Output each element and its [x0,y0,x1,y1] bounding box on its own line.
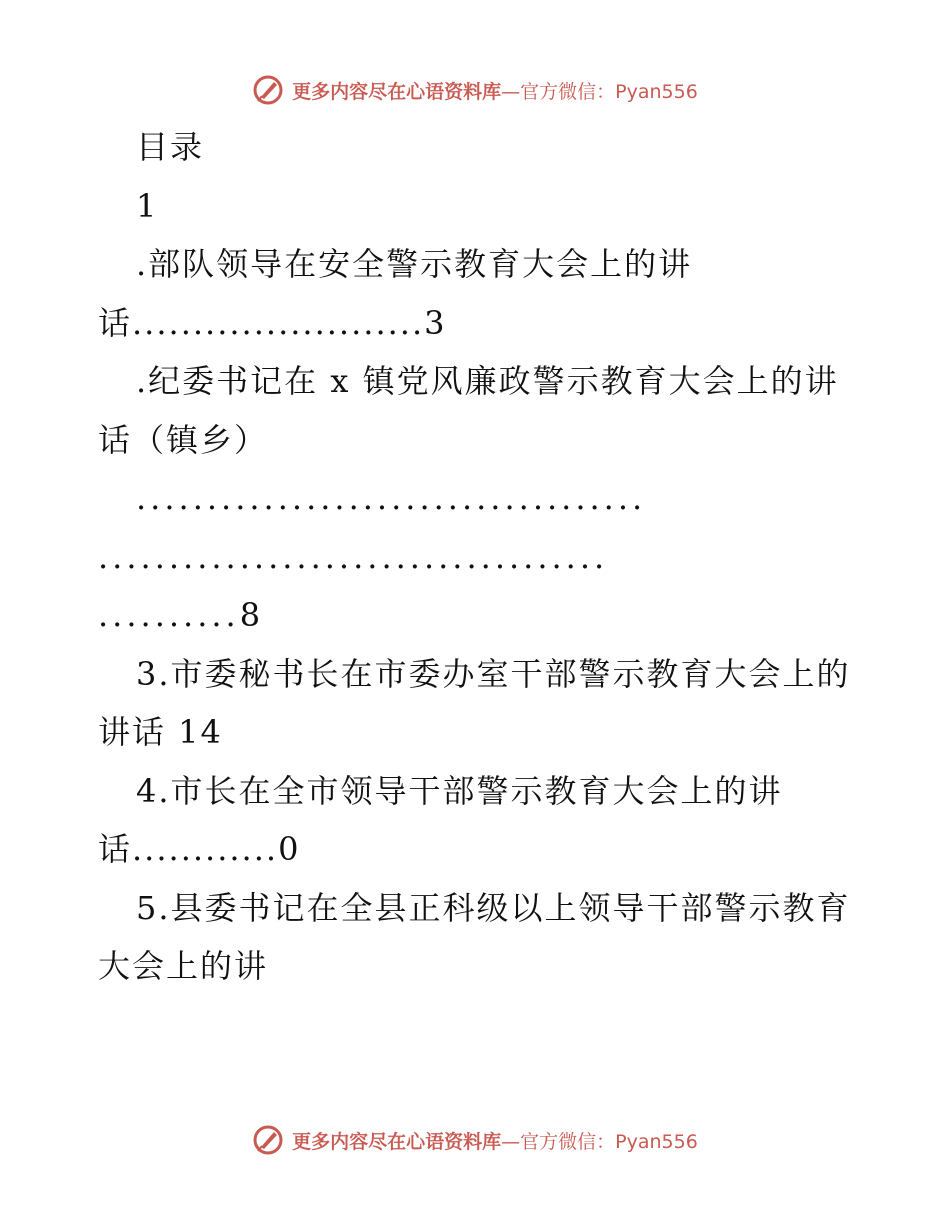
header-watermark [0,70,950,110]
toc-line: .纪委书记在 x 镇党风廉政警示教育大会上的讲 [136,362,839,400]
toc-line: 3.市委秘书长在市委办室干部警示教育大会上的 [136,654,851,693]
toc-line: 大会上的讲 [98,947,269,985]
toc-dot-leader: .................................... [136,479,647,517]
toc-dot-leader: ..........8 [98,596,265,634]
toc-line: 话............0 [98,830,301,868]
toc-heading: 目录 [136,128,205,166]
toc-line: 话........................3 [98,303,447,342]
toc-line: 1 [136,186,159,225]
toc-line: 讲话 14 [98,713,223,751]
toc-line: 话（镇乡） [98,420,269,459]
toc-line: .部队领导在安全警示教育大会上的讲 [136,245,693,283]
footer-watermark [0,1120,950,1160]
table-of-contents [98,118,858,996]
quill-logo-icon [252,1124,284,1156]
watermark-text: 更多内容尽在心语资料库—官方微信：Pyan556 [292,1130,698,1153]
watermark-text: 更多内容尽在心语资料库—官方微信：Pyan556 [292,80,698,103]
toc-line: 5.县委书记在全县正科级以上领导干部警示教育 [136,888,851,927]
quill-logo-icon [252,74,284,106]
toc-line: 4.市长在全市领导干部警示教育大会上的讲 [136,771,783,810]
toc-dot-leader: .................................... [98,537,609,576]
